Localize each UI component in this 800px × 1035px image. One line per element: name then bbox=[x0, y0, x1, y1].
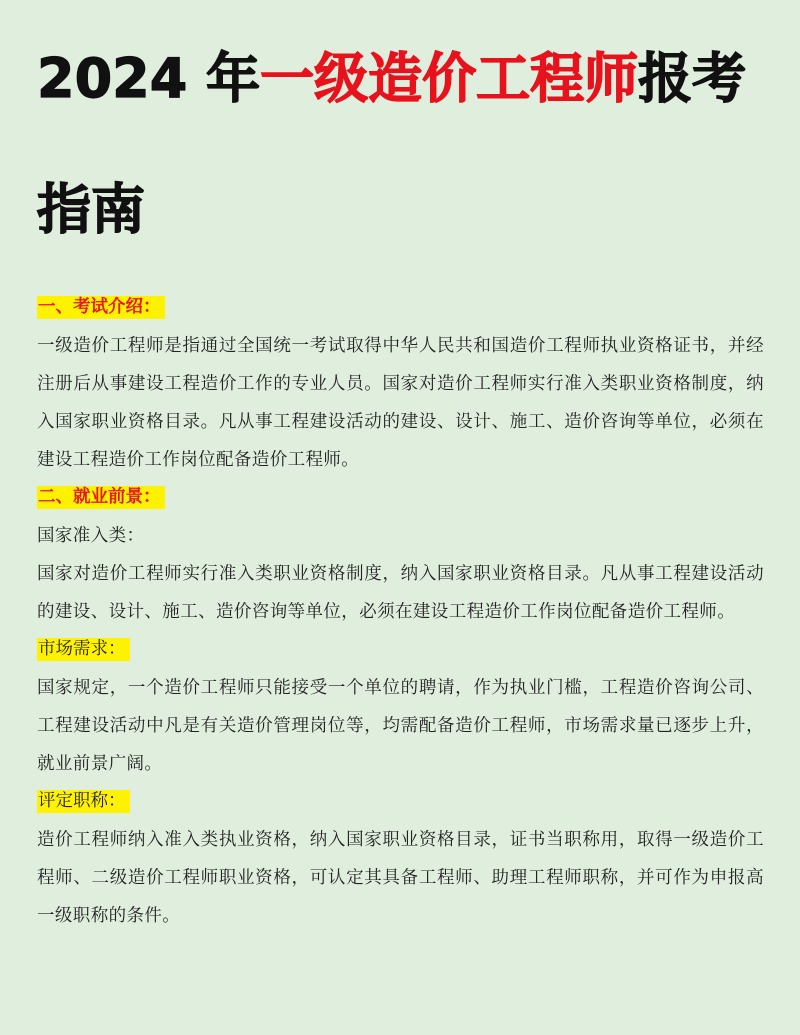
professional-title-heading: 评定职称： bbox=[37, 790, 130, 813]
prospects-heading: 二、就业前景： bbox=[37, 486, 165, 509]
intro-paragraph: 一级造价工程师是指通过全国统一考试取得中华人民共和国造价工程师执业资格证书，并经注册后从事建设工程造价工作的专业人员。国家对造价工程师实行准入类职业资格制度，纳入国家职业资格目录。凡从事工程建设活动的建设、设计、施工、造价咨询等单位，必须在建设工程造价工作岗位配备造价工程师。 bbox=[37, 336, 764, 470]
intro-heading-row bbox=[37, 289, 764, 327]
title-highlight: 一级造价工程师 bbox=[260, 47, 639, 110]
title-prefix: 2024 年 bbox=[37, 47, 261, 110]
title-heading-row bbox=[37, 783, 764, 821]
intro-heading: 一、考试介绍： bbox=[37, 296, 165, 319]
market-heading: 市场需求： bbox=[37, 638, 130, 661]
access-label: 国家准入类： bbox=[37, 526, 145, 546]
page-title bbox=[37, 47, 747, 110]
title-suffix: 报考 bbox=[638, 47, 747, 110]
market-heading-row bbox=[37, 631, 764, 669]
document-body bbox=[37, 289, 764, 935]
access-paragraph: 国家对造价工程师实行准入类职业资格制度，纳入国家职业资格目录。凡从事工程建设活动的建设、设计、施工、造价咨询等单位，必须在建设工程造价工作岗位配备造价工程师。 bbox=[37, 564, 764, 622]
market-paragraph: 国家规定，一个造价工程师只能接受一个单位的聘请，作为执业门槛，工程造价咨询公司、工程建设活动中凡是有关造价管理岗位等，均需配备造价工程师，市场需求量已逐步上升，就业前景广阔。 bbox=[37, 678, 764, 774]
professional-title-paragraph: 造价工程师纳入准入类执业资格，纳入国家职业资格目录，证书当职称用，取得一级造价工程师、二级造价工程师职业资格，可认定其具备工程师、助理工程师职称，并可作为申报高一级职称的条件。 bbox=[37, 830, 764, 926]
page-title-line2: 指南 bbox=[37, 178, 145, 241]
prospects-heading-row bbox=[37, 479, 764, 517]
